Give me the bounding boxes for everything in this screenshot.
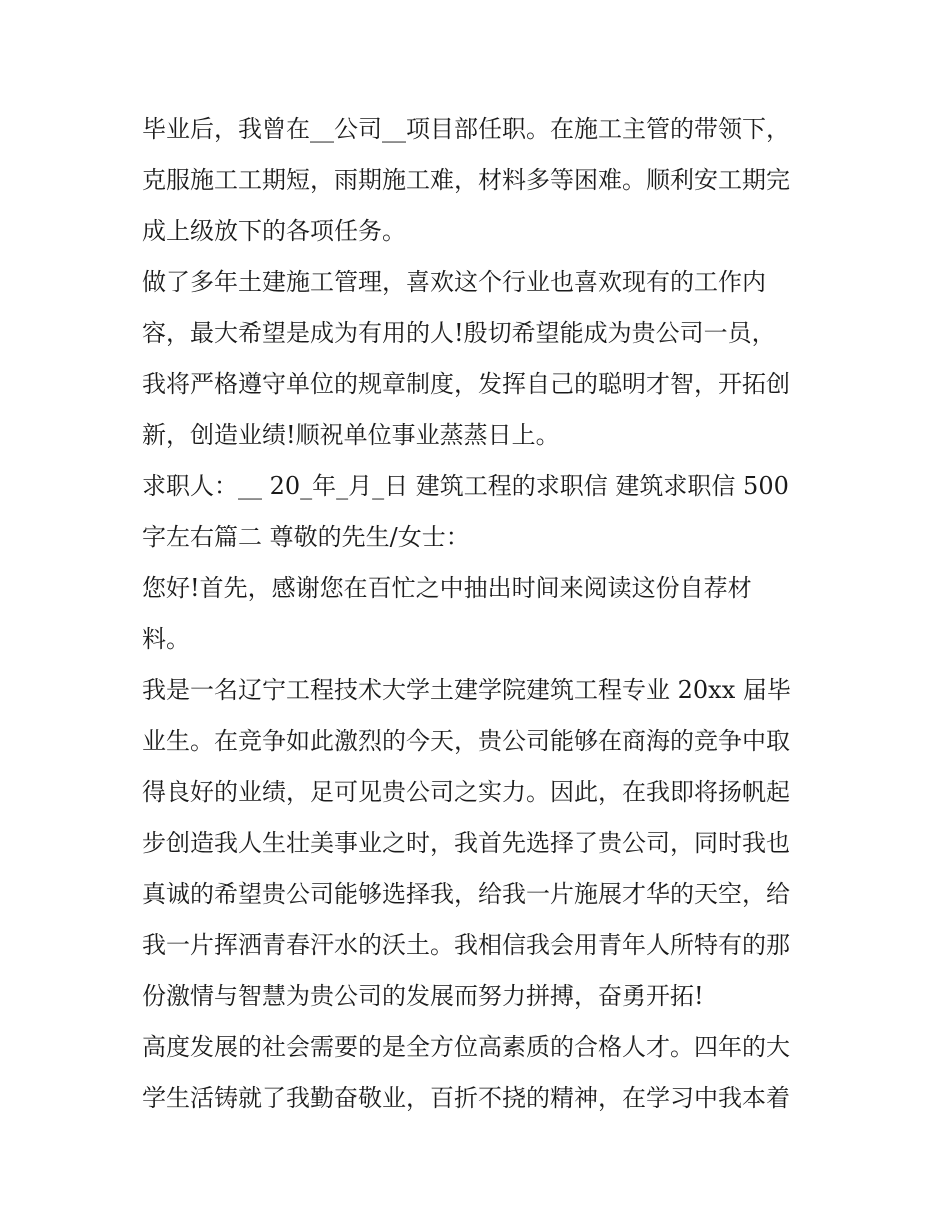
text-line: 业生。在竞争如此激烈的今天，贵公司能够在商海的竞争中取 xyxy=(142,727,790,755)
text-line: 学生活铸就了我勤奋敬业，百折不挠的精神，在学习中我本着 xyxy=(142,1084,790,1112)
text-line: 成上级放下的各项任务。 xyxy=(142,217,406,245)
text-line: 求职人：__ 20_年_月_日 建筑工程的求职信 建筑求职信 500 xyxy=(142,472,789,500)
text-line: 高度发展的社会需要的是全方位高素质的合格人才。四年的大 xyxy=(142,1033,790,1061)
text-line: 得良好的业绩，足可见贵公司之实力。因此，在我即将扬帆起 xyxy=(142,778,790,806)
text-line: 毕业后，我曾在__公司__项目部任职。在施工主管的带领下， xyxy=(142,115,790,143)
text-line: 字左右篇二 尊敬的先生/女士： xyxy=(142,523,470,551)
text-line: 步创造我人生壮美事业之时，我首先选择了贵公司，同时我也 xyxy=(142,829,790,857)
text-line: 份激情与智慧为贵公司的发展而努力拼搏，奋勇开拓! xyxy=(142,982,704,1010)
text-line: 您好!首先，感谢您在百忙之中抽出时间来阅读这份自荐材 xyxy=(142,574,752,602)
text-line: 我将严格遵守单位的规章制度，发挥自己的聪明才智，开拓创 xyxy=(142,370,790,398)
text-line: 我一片挥洒青春汗水的沃土。我相信我会用青年人所特有的那 xyxy=(142,931,790,959)
text-line: 新，创造业绩!顺祝单位事业蒸蒸日上。 xyxy=(142,421,560,449)
text-line: 克服施工工期短，雨期施工难，材料多等困难。顺利安工期完 xyxy=(142,166,790,194)
text-line: 真诚的希望贵公司能够选择我，给我一片施展才华的天空，给 xyxy=(142,880,790,908)
text-line: 容，最大希望是成为有用的人!殷切希望能成为贵公司一员， xyxy=(142,319,776,347)
text-line: 做了多年土建施工管理，喜欢这个行业也喜欢现有的工作内 xyxy=(142,268,766,296)
text-line: 我是一名辽宁工程技术大学土建学院建筑工程专业 20xx 届毕 xyxy=(142,676,791,704)
text-line: 料。 xyxy=(142,625,190,653)
document-body xyxy=(142,104,822,1124)
